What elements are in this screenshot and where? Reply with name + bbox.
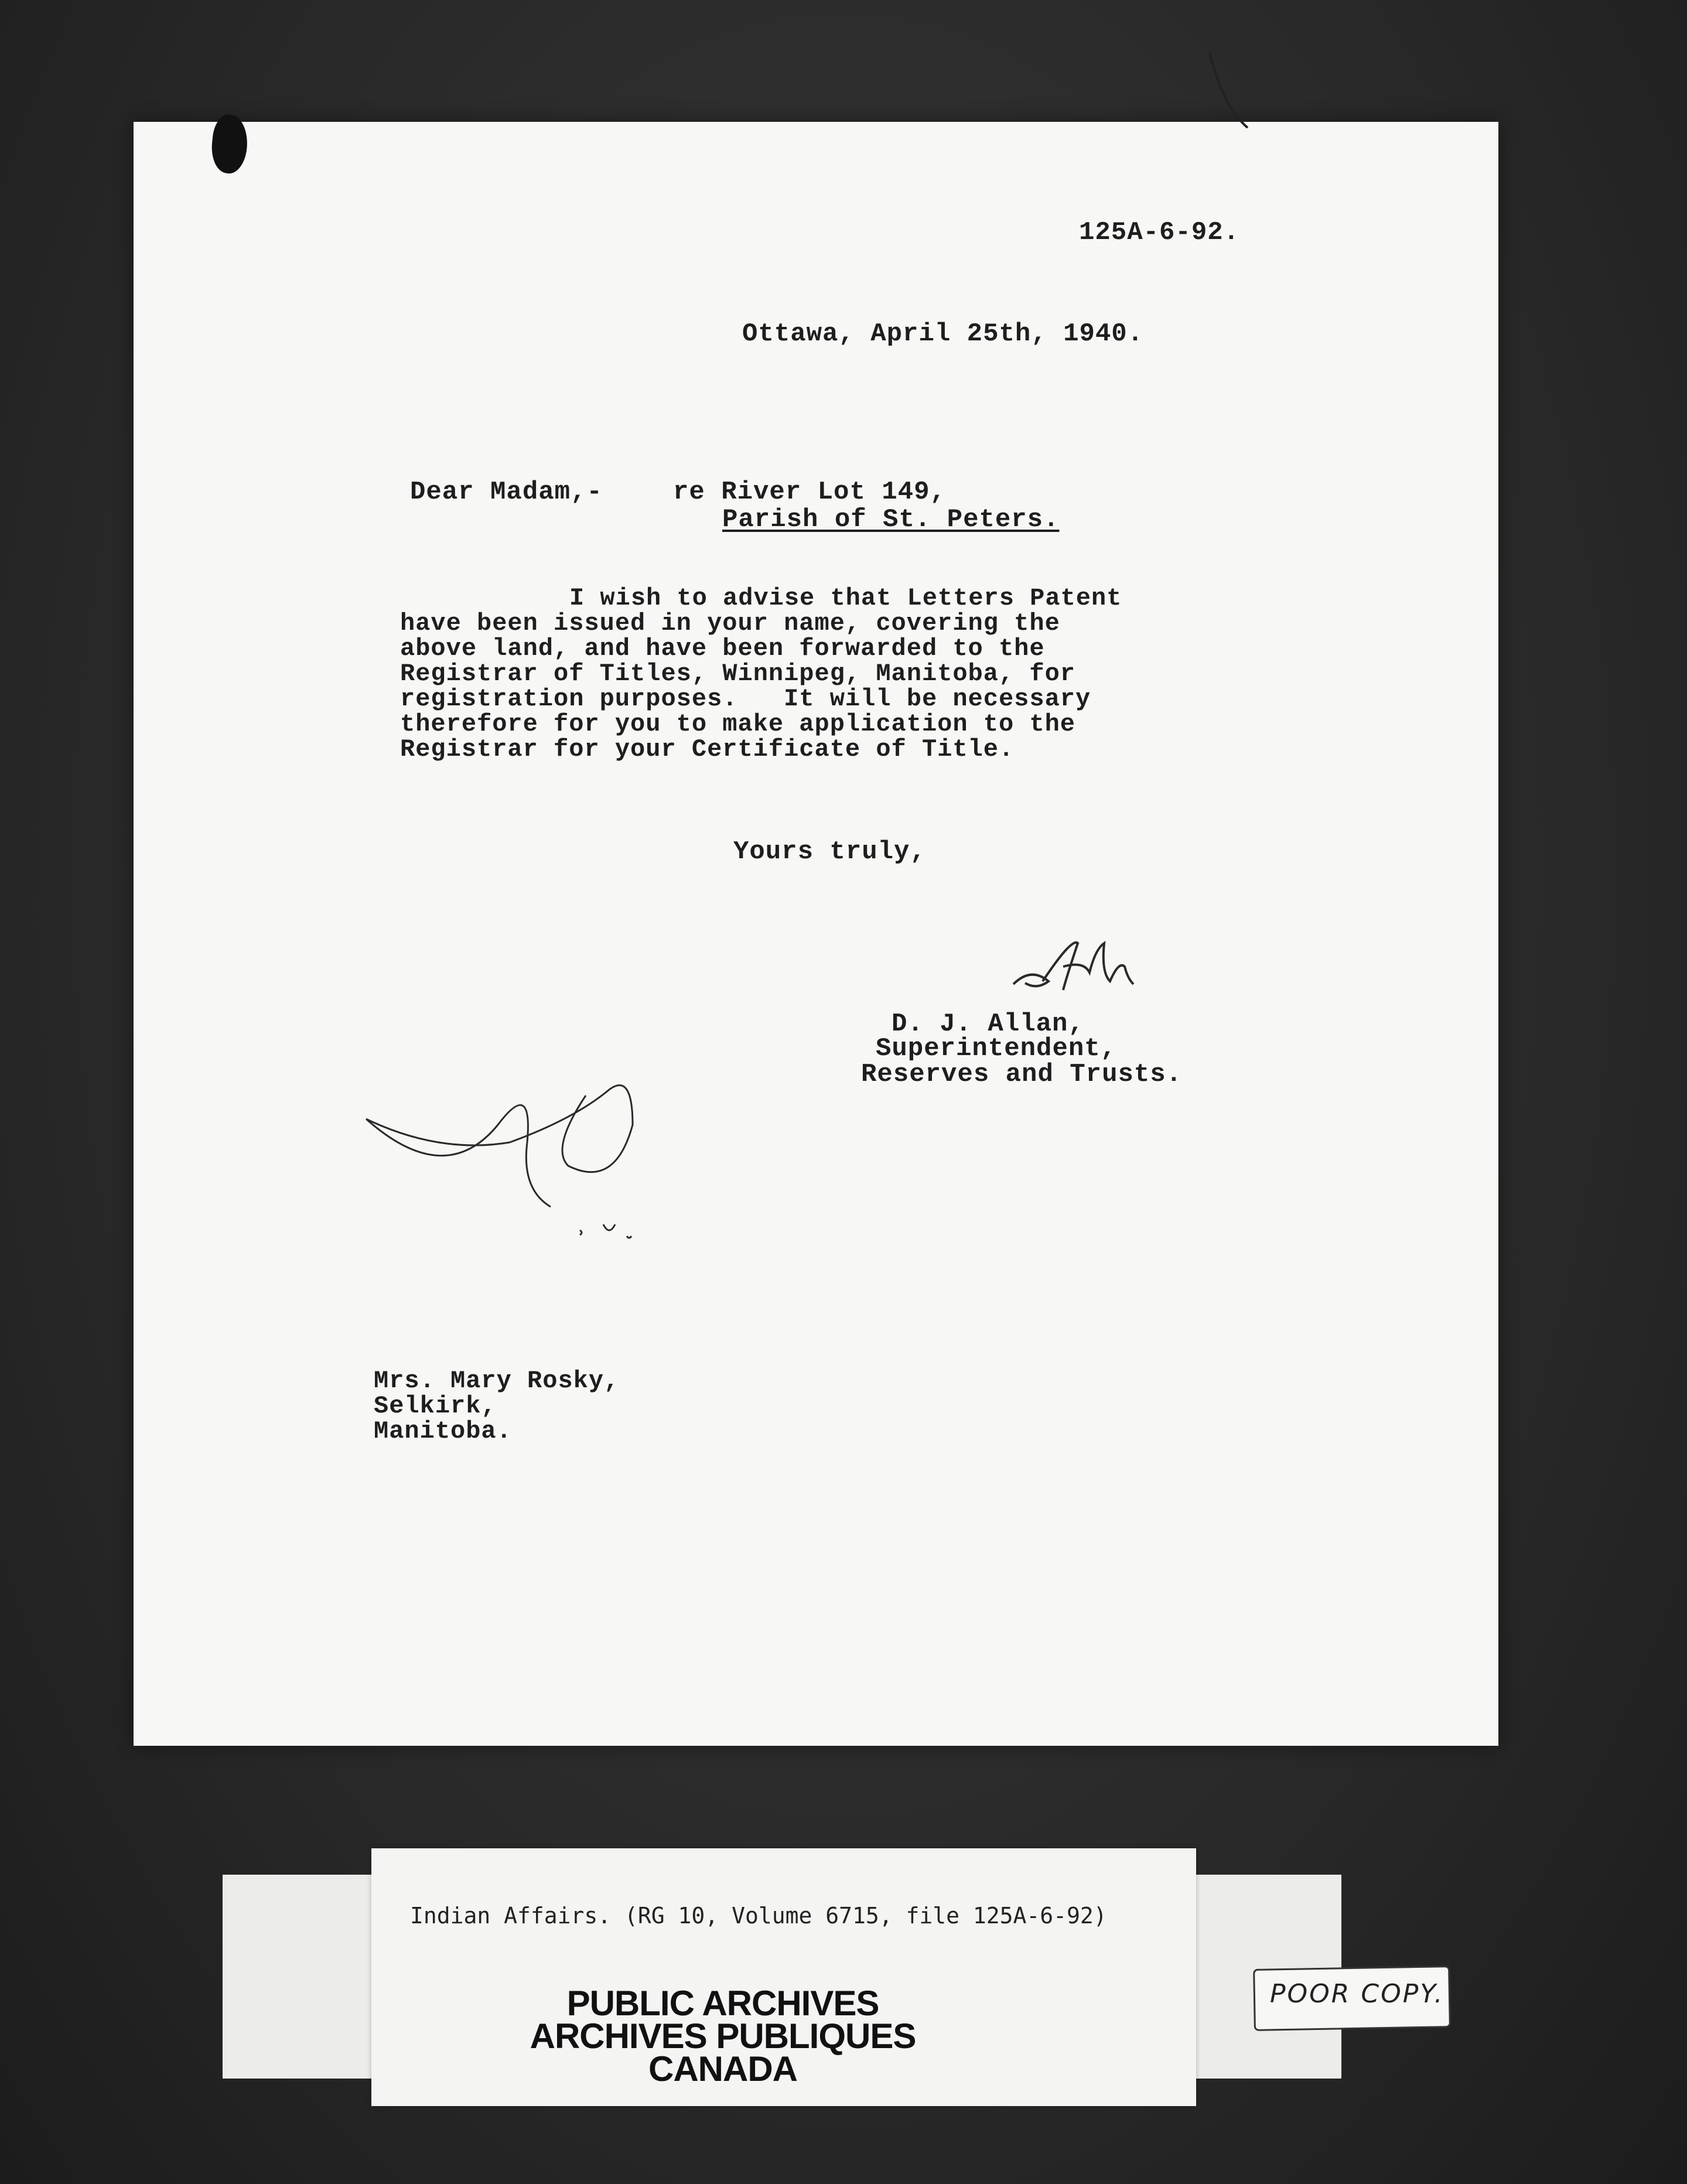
poor-copy-label: POOR COPY. (1270, 1979, 1444, 2009)
body-line: have been issued in your name, covering the (400, 609, 1060, 637)
archive-name-line: ARCHIVES PUBLIQUES (530, 2016, 916, 2056)
signer-title-line-2: Reserves and Trusts. (861, 1060, 1183, 1089)
pencil-mark (1207, 47, 1277, 135)
subject-line-1: re River Lot 149, (673, 477, 946, 507)
letter-date: Ottawa, April 25th, 1940. (742, 319, 1144, 349)
signer-name: D. J. Allan, (892, 1009, 1084, 1039)
salutation: Dear Madam,- (410, 477, 603, 507)
body-line: Registrar for your Certificate of Title. (400, 735, 1015, 763)
letter-page (134, 122, 1498, 1746)
address-line: Mrs. Mary Rosky, (374, 1367, 620, 1395)
body-line: above land, and have been forwarded to the (400, 634, 1045, 663)
handwritten-signature (357, 1055, 697, 1254)
archive-reference: Indian Affairs. (RG 10, Volume 6715, file 125A-6-92) (410, 1903, 1107, 1929)
signer-title-line-1: Superintendent, (876, 1034, 1117, 1063)
body-line: therefore for you to make application to the (400, 710, 1075, 738)
address-line: Selkirk, (374, 1392, 497, 1420)
body-line: I wish to advise that Letters Patent (569, 584, 1122, 612)
initials-signature (1008, 926, 1160, 1008)
address-line: Manitoba. (374, 1417, 512, 1445)
body-line: Registrar of Titles, Winnipeg, Manitoba, for (400, 660, 1075, 688)
body-line: registration purposes. It will be necessary (400, 685, 1091, 713)
archive-name-line: PUBLIC ARCHIVES (566, 1984, 879, 2023)
file-reference: 125A-6-92. (1079, 218, 1240, 247)
closing: Yours truly, (733, 837, 926, 866)
archive-name-line: CANADA (648, 2049, 797, 2089)
subject-line-2: Parish of St. Peters. (722, 505, 1060, 534)
